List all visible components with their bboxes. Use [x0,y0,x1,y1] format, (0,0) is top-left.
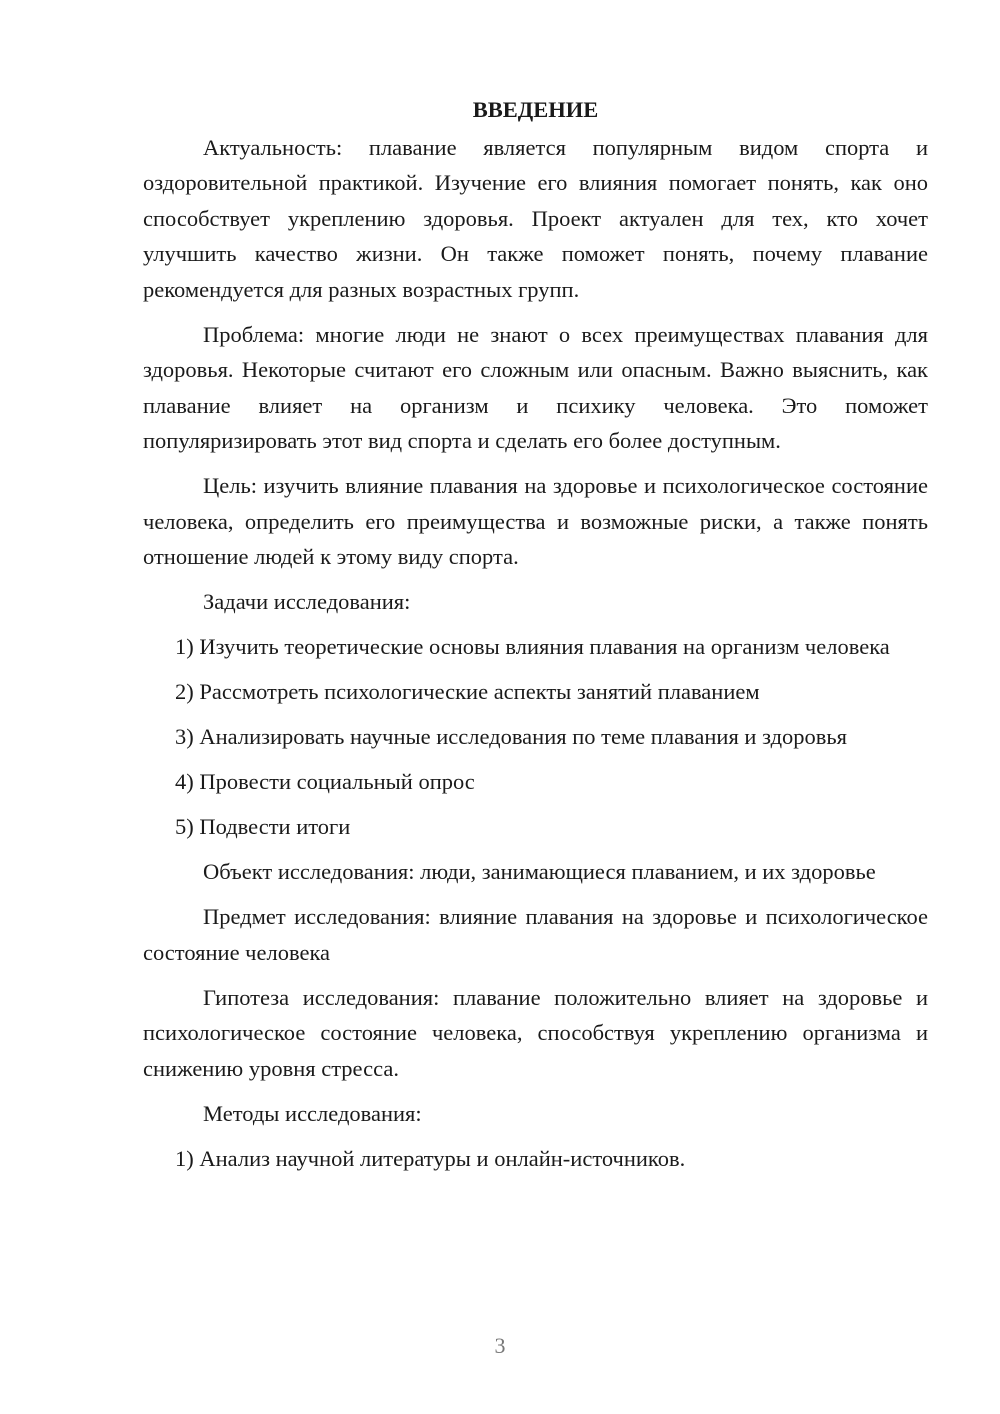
paragraph-object: Объект исследования: люди, занимающиеся плаванием, и их здоровье [203,859,876,884]
paragraph-methods-heading: Методы исследования: [203,1100,422,1126]
list-item-task-5: 5) Подвести итоги [175,814,351,839]
paragraph-hypothesis: Гипотеза исследования: плавание положительно влияет на здоровье и психологическое состояние человека, способствуя укреплению организма и снижению уровня стресса. [143,984,928,1081]
list-item-task-4: 4) Провести социальный опрос [175,769,475,794]
section-title: ВВЕДЕНИЕ [472,97,599,122]
paragraph-subject: Предмет исследования: влияние плавания на здоровье и психологическое состояние человека [143,904,928,965]
paragraph-goal: Цель: изучить влияние плавания на здоровье и психологическое состояние человека, определить его преимущества и возможные риски, а также понять отношение людей к этому виду спорта. [143,473,928,569]
paragraph-relevance: Актуальность: плавание является популярным видом спорта и оздоровительной практикой. Изучение его влияния помогает понять, как оно способствует укреплению здоровья. Проект актуален для тех, кто хочет улучшить качество жизни. Он также поможет понять, почему плавание рекомендуется для разных возрастных групп. [143,134,928,302]
list-item-task-2: 2) Рассмотреть психологические аспекты занятий плаванием [175,679,760,704]
paragraph-tasks-heading: Задачи исследования: [203,589,411,614]
paragraph-problem: Проблема: многие люди не знают о всех преимуществах плавания для здоровья. Некоторые считают его сложным или опасным. Важно выяснить, как плавание влияет на организм и психику человека. Это поможет популяризировать этот вид спорта и сделать его более доступным. [143,321,928,453]
page-number: 3 [494,1333,506,1358]
list-item-method-1: 1) Анализ научной литературы и онлайн-источников. [175,1145,686,1171]
list-item-task-3: 3) Анализировать научные исследования по теме плавания и здоровья [175,724,848,749]
document-body [143,92,928,1186]
list-item-task-1: 1) Изучить теоретические основы влияния плавания на организм человека [175,634,890,659]
